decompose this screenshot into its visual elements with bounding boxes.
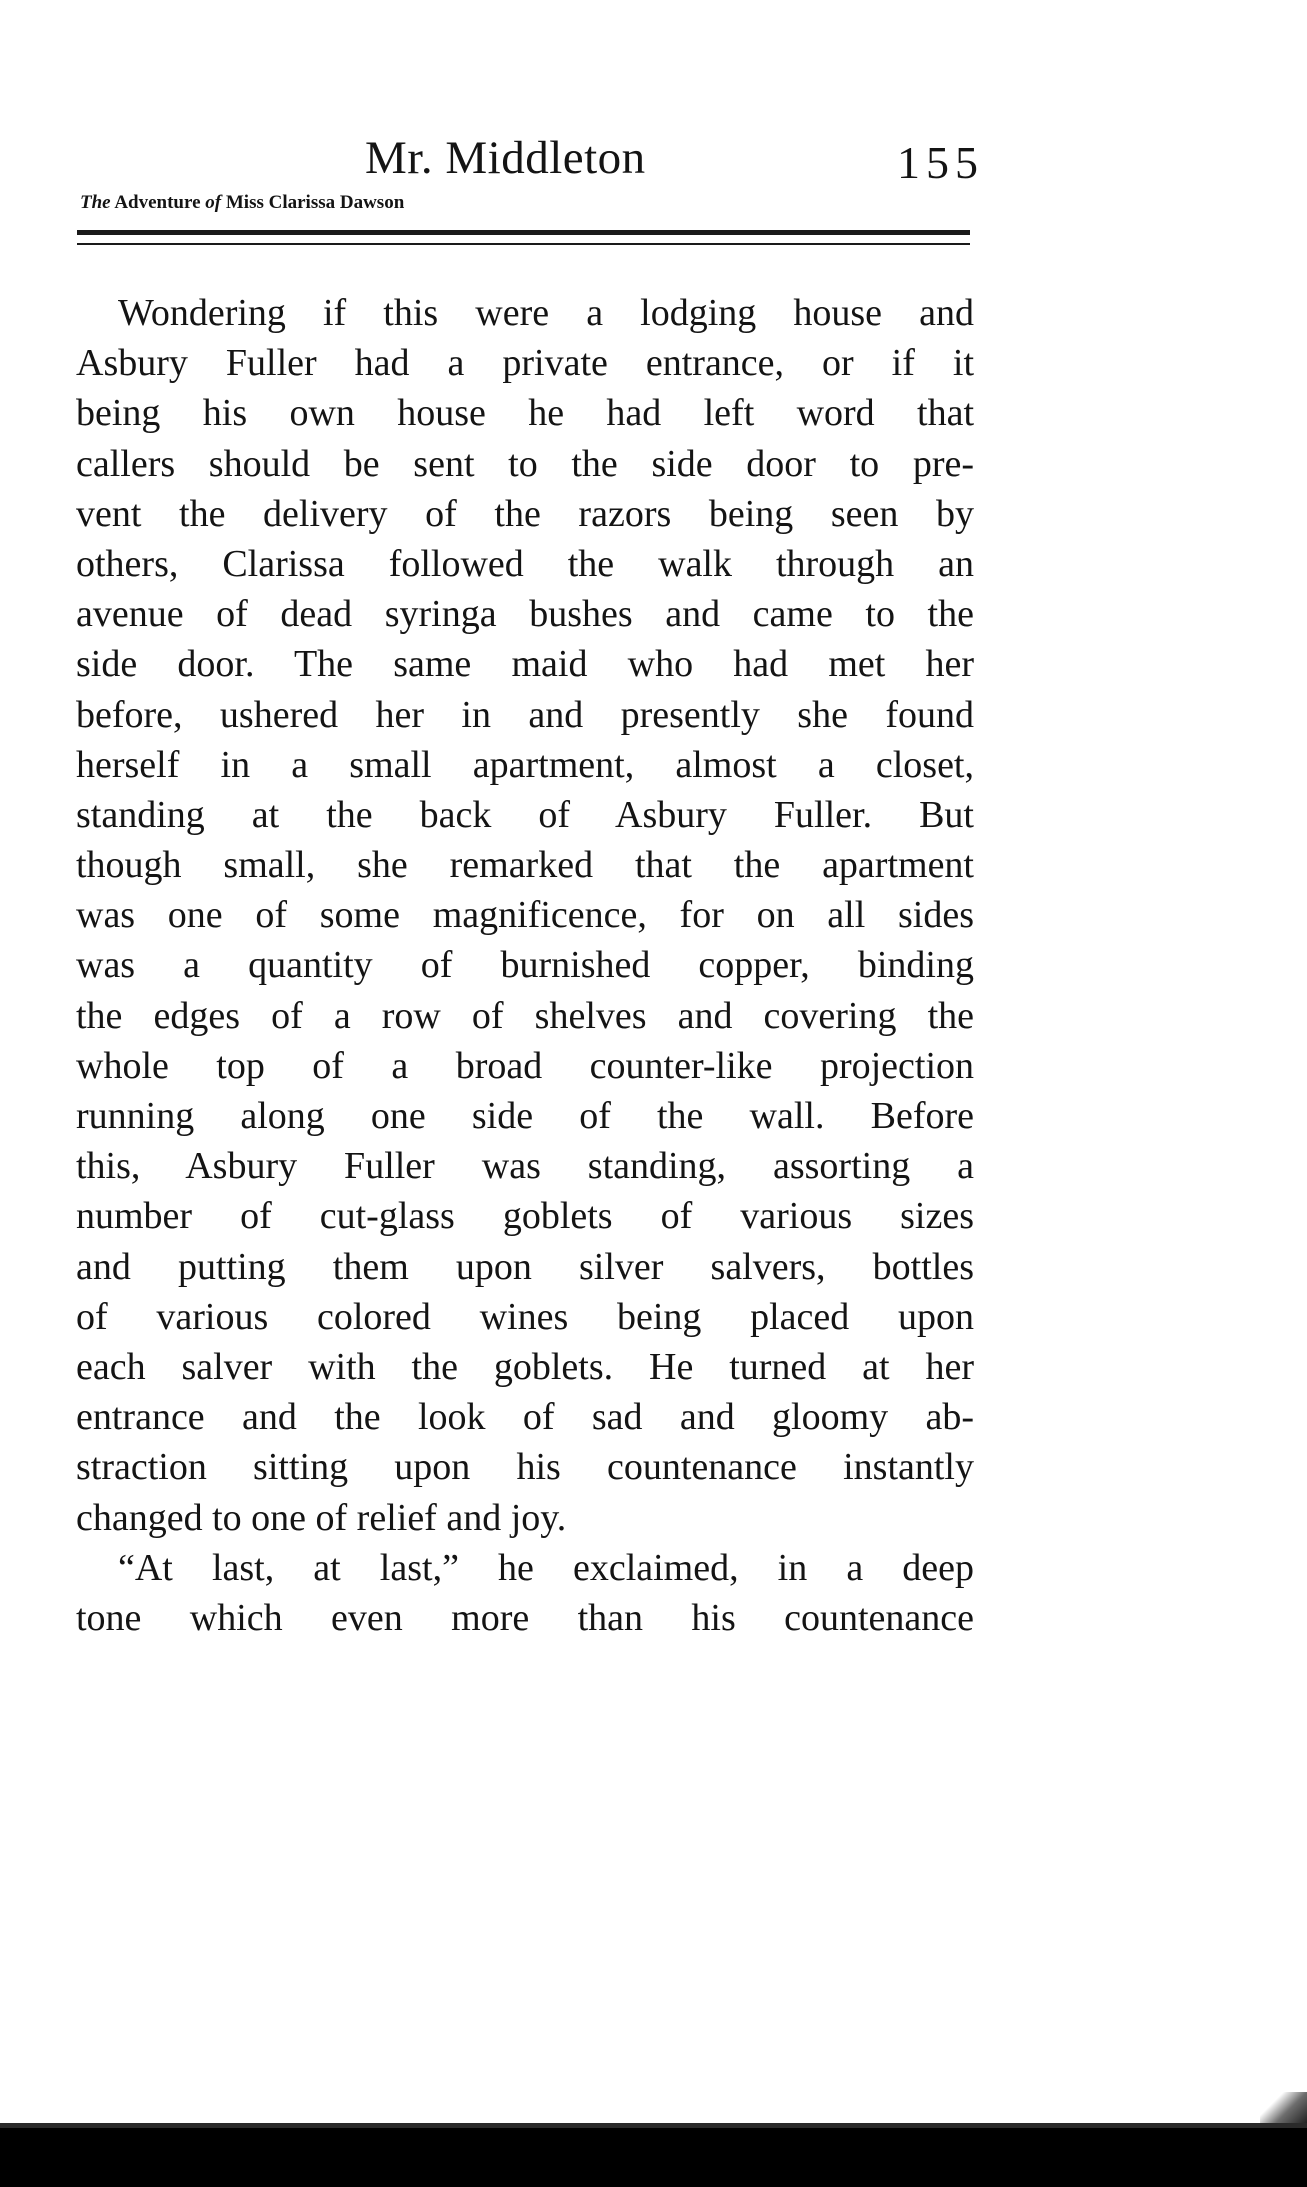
text-line: the edges of a row of shelves and covering the — [76, 994, 974, 1037]
text-line: running along one side of the wall. Before — [76, 1095, 974, 1137]
text-line: of various colored wines being placed upon — [76, 1295, 974, 1338]
text-line: “At last, at last,” he exclaimed, in a deep — [118, 1546, 974, 1589]
text-line: herself in a small apartment, almost a closet, — [76, 743, 974, 786]
subtitle-of: of — [205, 192, 222, 213]
text-line: though small, she remarked that the apartment — [76, 844, 974, 887]
header-rule-thick — [77, 230, 970, 235]
text-line: changed to one of relief and joy. — [76, 1496, 567, 1539]
text-line: Asbury Fuller had a private entrance, or if it — [76, 342, 974, 385]
text-line: side door. The same maid who had met her — [76, 643, 974, 686]
book-subtitle — [80, 193, 404, 212]
text-line: others, Clarissa followed the walk through an — [76, 542, 974, 585]
text-line: this, Asbury Fuller was standing, assorting a — [76, 1145, 974, 1188]
running-title: Mr. Middleton — [365, 132, 646, 184]
scan-corner-smudge — [1260, 2092, 1307, 2123]
text-line: was one of some magnificence, for on all sides — [76, 894, 974, 937]
body-text — [76, 288, 974, 1643]
header-rule-thin — [77, 243, 970, 245]
text-line: number of cut-glass goblets of various sizes — [76, 1195, 974, 1238]
text-line: being his own house he had left word that — [76, 392, 974, 435]
text-line: avenue of dead syringa bushes and came to the — [76, 593, 974, 636]
text-line: was a quantity of burnished copper, binding — [76, 944, 974, 987]
text-line: callers should be sent to the side door to pre- — [76, 442, 974, 485]
page-number: 155 — [897, 137, 984, 188]
text-line: entrance and the look of sad and gloomy ab- — [76, 1396, 974, 1439]
subtitle-adventure: Adventure — [114, 192, 201, 213]
text-line: standing at the back of Asbury Fuller. But — [76, 793, 974, 836]
subtitle-the: The — [80, 192, 111, 213]
text-line: before, ushered her in and presently she found — [76, 693, 974, 736]
text-line: and putting them upon silver salvers, bottles — [76, 1245, 974, 1288]
text-line: each salver with the goblets. He turned at her — [76, 1345, 974, 1388]
text-line: tone which even more than his countenance — [76, 1596, 974, 1639]
text-line: vent the delivery of the razors being seen by — [76, 492, 974, 535]
text-line: whole top of a broad counter-like projection — [76, 1044, 974, 1087]
text-line: Wondering if this were a lodging house and — [118, 292, 974, 334]
subtitle-rest: Miss Clarissa Dawson — [225, 192, 405, 213]
text-line: straction sitting upon his countenance instantly — [76, 1446, 974, 1489]
scan-bottom-band — [0, 2128, 1307, 2187]
